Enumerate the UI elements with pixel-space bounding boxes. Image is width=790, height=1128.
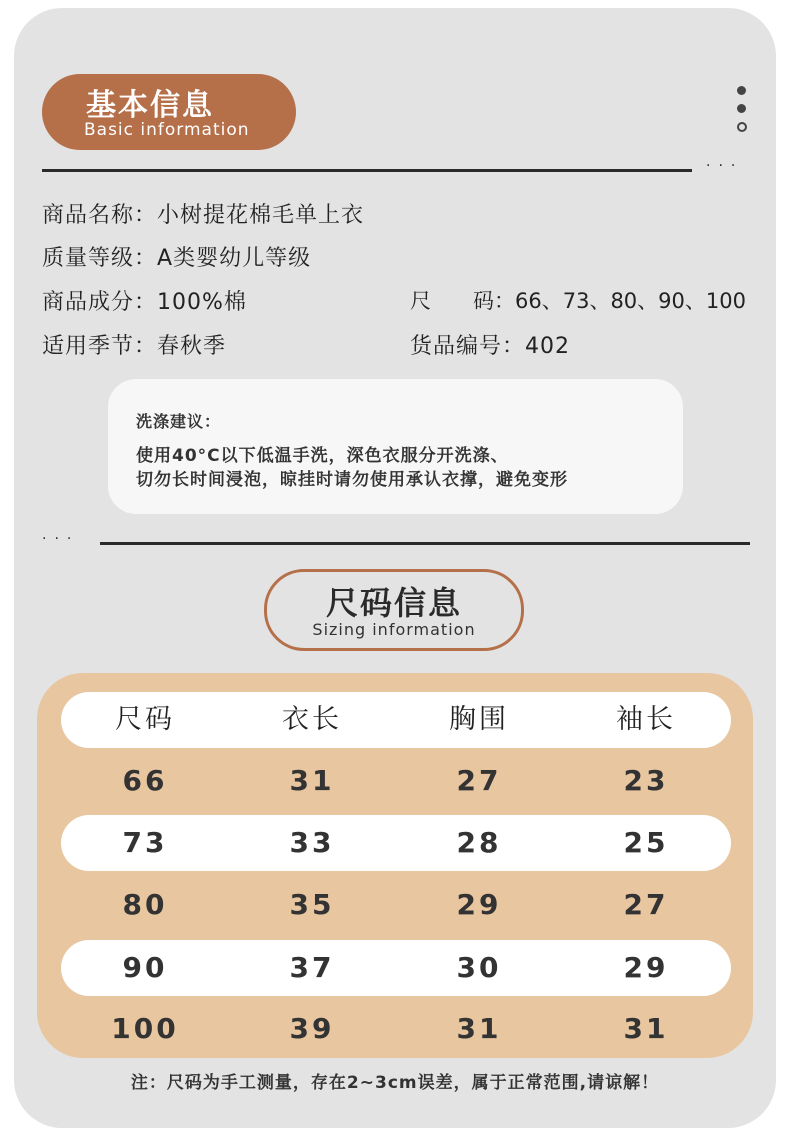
table-row [61, 877, 731, 933]
table-row [61, 1001, 731, 1057]
cell-length: 39 [289, 1012, 335, 1045]
product-sku: 货品编号：402 [410, 334, 571, 359]
product-name: 商品名称：小树提花棉毛单上衣 [42, 203, 365, 228]
cell-sleeve: 23 [623, 764, 669, 797]
divider-top [42, 169, 692, 172]
product-sizes: 尺 码：66、73、80、90、100 [410, 289, 746, 313]
product-season: 适用季节：春秋季 [42, 334, 227, 359]
basic-info-subtitle: Basic information [84, 120, 250, 140]
size-table [37, 673, 753, 1058]
header-size: 尺码 [115, 704, 175, 735]
cell-size: 100 [111, 1012, 179, 1045]
wash-advice-line-2: 切勿长时间浸泡，晾挂时请勿使用承认衣撑，避免变形 [136, 470, 568, 490]
cell-sleeve: 27 [623, 888, 669, 921]
wash-advice-title: 洗涤建议： [136, 412, 222, 431]
cell-sleeve: 29 [623, 951, 669, 984]
wash-advice-box [108, 379, 683, 514]
divider-top-dots: ··· [706, 158, 744, 174]
basic-info-title: 基本信息 [86, 88, 214, 123]
cell-size: 80 [122, 888, 168, 921]
cell-chest: 30 [456, 951, 502, 984]
header-sleeve: 袖长 [616, 704, 676, 735]
cell-length: 33 [289, 826, 335, 859]
product-grade: 质量等级：A类婴幼儿等级 [42, 246, 312, 271]
info-card [14, 8, 776, 1128]
table-row [61, 815, 731, 871]
wash-advice-line-1: 使用40°C以下低温手洗，深色衣服分开洗涤、 [136, 446, 509, 466]
cell-length: 31 [289, 764, 335, 797]
sizing-info-subtitle: Sizing information [312, 620, 476, 639]
sizing-info-badge [264, 569, 524, 651]
cell-chest: 29 [456, 888, 502, 921]
cell-sleeve: 25 [623, 826, 669, 859]
table-row [61, 753, 731, 809]
product-composition: 商品成分：100%棉 [42, 290, 247, 315]
header-chest: 胸围 [449, 704, 509, 735]
header-length: 衣长 [282, 704, 342, 735]
sizing-info-title: 尺码信息 [325, 584, 462, 622]
cell-size: 73 [122, 826, 168, 859]
cell-length: 37 [289, 951, 335, 984]
more-menu-icon[interactable] [737, 86, 749, 141]
cell-size: 90 [122, 951, 168, 984]
cell-chest: 31 [456, 1012, 502, 1045]
cell-length: 35 [289, 888, 335, 921]
cell-chest: 28 [456, 826, 502, 859]
basic-info-badge [42, 74, 296, 150]
cell-sleeve: 31 [623, 1012, 669, 1045]
cell-chest: 27 [456, 764, 502, 797]
divider-mid [100, 542, 750, 545]
table-row [61, 940, 731, 996]
measurement-note: 注：尺码为手工测量，存在2~3cm误差，属于正常范围,请谅解！ [130, 1073, 660, 1093]
divider-mid-dots: ··· [42, 531, 80, 547]
cell-size: 66 [122, 764, 168, 797]
table-header-row [61, 692, 731, 748]
